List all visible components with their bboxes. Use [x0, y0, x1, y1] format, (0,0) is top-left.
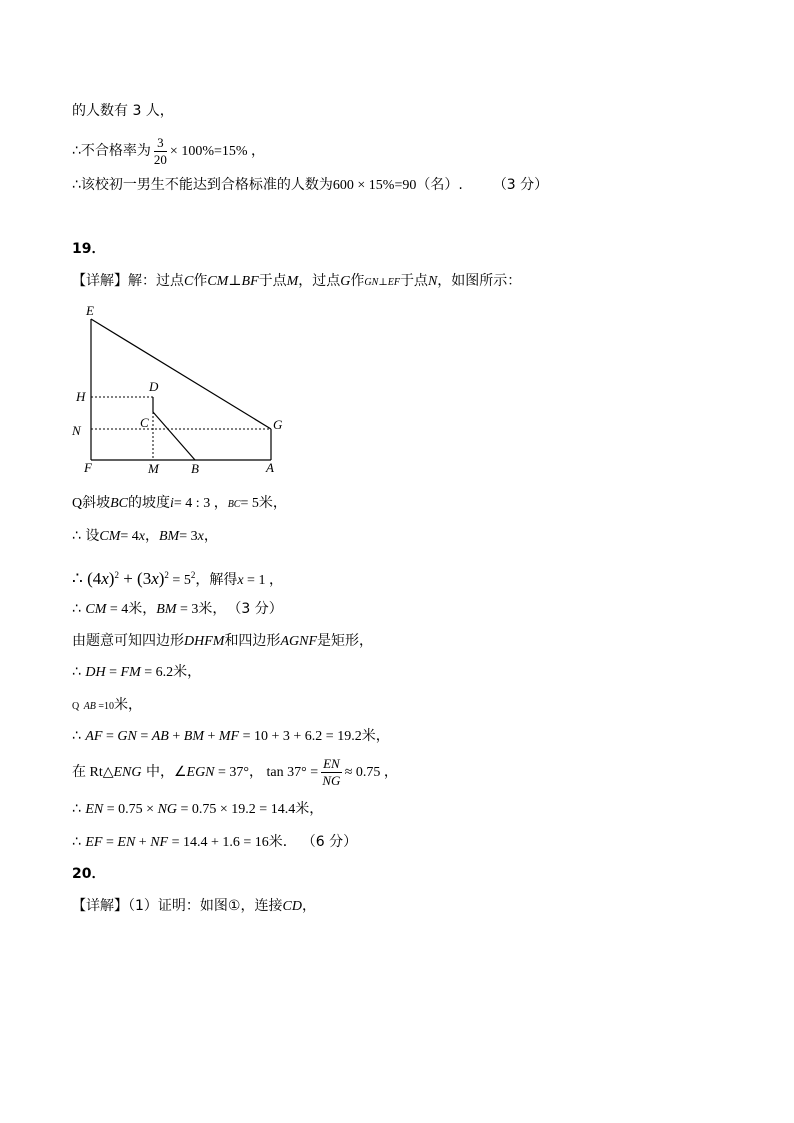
math: = 5	[240, 496, 259, 511]
text: （1）证明：如图	[128, 898, 228, 914]
text: 米，	[295, 801, 324, 817]
math: = 4 : 3 ，	[173, 496, 228, 511]
math: )	[108, 569, 115, 588]
math: NF	[150, 835, 169, 850]
math: = 0.75 × 19.2 = 14.4	[177, 802, 296, 817]
text-line	[72, 631, 373, 652]
math: BM	[183, 729, 204, 744]
text: ，	[203, 528, 218, 544]
numerator: EN	[323, 755, 340, 771]
math: EN	[117, 835, 136, 850]
label-B: B	[191, 461, 199, 476]
math: M	[286, 274, 299, 289]
math: CD	[282, 899, 302, 914]
math: GN⊥EF	[364, 277, 400, 288]
label-A: A	[266, 460, 274, 475]
math: = 10 + 3 + 6.2 = 19.2	[239, 729, 362, 744]
text: 20．	[72, 866, 106, 882]
text: ，	[144, 528, 159, 544]
math: = 4	[106, 602, 129, 617]
math: BF	[241, 274, 259, 289]
exponent: 2	[190, 570, 196, 580]
math: =10	[95, 701, 115, 712]
label-N: N	[72, 423, 81, 438]
math: i	[170, 496, 174, 511]
math: )	[158, 569, 165, 588]
fraction	[321, 756, 342, 789]
math: GN	[117, 729, 137, 744]
text-line	[72, 493, 287, 515]
math: = 5	[168, 573, 191, 588]
text: ∴ 设	[72, 528, 100, 544]
math: = 1 ，	[243, 573, 283, 588]
because-symbol: Q	[72, 496, 83, 511]
text: 于点	[258, 273, 287, 289]
math: BC	[227, 499, 241, 510]
text: 斜坡	[82, 495, 111, 511]
text-line	[72, 134, 265, 169]
text: ，解得	[195, 572, 238, 588]
text: 米，	[198, 601, 227, 617]
detail-tag: 【详解】	[72, 898, 128, 914]
math: = 4	[120, 529, 139, 544]
math: = 14.4 + 1.6 = 16	[168, 835, 269, 850]
text: 作	[193, 273, 208, 289]
text: 解：过点	[128, 273, 184, 289]
score-note: （3 分）	[492, 177, 549, 193]
math: x	[197, 529, 204, 544]
text-line	[72, 271, 521, 293]
math: FM	[120, 665, 141, 680]
label-E: E	[86, 303, 94, 318]
therefore-symbol: ∴	[72, 834, 81, 850]
question-number	[72, 239, 105, 259]
text-line	[72, 563, 283, 593]
math: G	[340, 274, 351, 289]
math: = 3	[176, 602, 199, 617]
math: x	[237, 573, 244, 588]
math: AB	[83, 701, 96, 712]
therefore-symbol: ∴	[72, 664, 81, 680]
text: 米，	[173, 664, 202, 680]
math: +	[168, 729, 184, 744]
text: 米，	[114, 697, 143, 713]
text: ，	[301, 898, 316, 914]
math: EN	[85, 802, 104, 817]
math: = 6.2	[140, 665, 174, 680]
text-line	[72, 101, 174, 121]
segment-CB	[153, 412, 195, 460]
math: =	[136, 729, 152, 744]
math: ⊥	[228, 274, 242, 289]
geometry-diagram	[64, 298, 300, 478]
fraction	[154, 135, 167, 168]
text: 的坡度	[128, 495, 171, 511]
text: （名）.	[416, 177, 463, 193]
detail-tag: 【详解】	[72, 273, 128, 289]
text: 的人数有 3 人，	[72, 103, 174, 119]
math: x	[151, 569, 159, 588]
math: =	[102, 835, 118, 850]
text-line	[72, 896, 316, 917]
text: 米，	[128, 601, 157, 617]
math: CM	[207, 274, 229, 289]
math: + (3	[118, 569, 152, 588]
math: ∴ (4	[72, 569, 102, 588]
math: x	[101, 569, 109, 588]
math: BM	[158, 529, 180, 544]
math: x	[138, 529, 145, 544]
text: 是矩形，	[317, 633, 373, 649]
math: C	[184, 274, 194, 289]
therefore-symbol: ∴	[72, 601, 81, 617]
text: 和四边形	[224, 633, 281, 649]
circled-one: ①	[227, 898, 241, 914]
math: EGN	[186, 765, 215, 780]
math: ≈ 0.75 ，	[344, 765, 398, 780]
math: DHFM	[184, 634, 225, 649]
math: +	[135, 835, 151, 850]
label-F: F	[84, 460, 92, 475]
denominator: NG	[322, 772, 341, 788]
math: N	[427, 274, 438, 289]
text-line	[72, 754, 398, 791]
math: BC	[110, 496, 129, 511]
math: +	[203, 729, 219, 744]
math: = 3	[179, 529, 198, 544]
therefore-symbol: ∴	[72, 801, 81, 817]
math: AF	[85, 729, 103, 744]
segment-EG	[91, 319, 271, 429]
text: 米．	[268, 834, 297, 850]
text-line	[72, 726, 390, 747]
text: × 100%=15% ，	[169, 144, 266, 159]
score-note: （3 分）	[234, 601, 283, 617]
math: AGNF	[280, 634, 317, 649]
text-line	[72, 175, 548, 196]
text: ，过点	[298, 273, 341, 289]
text: 中，∠	[141, 764, 187, 780]
numerator: 3	[154, 135, 167, 152]
text: 600 × 15%=90	[332, 178, 417, 193]
text-line	[72, 662, 201, 683]
text-line	[72, 526, 218, 547]
label-G: G	[273, 417, 283, 432]
text: ∴该校初一男生不能达到合格标准的人数为	[72, 177, 333, 193]
score-note: （6 分）	[308, 834, 358, 850]
text-line	[72, 599, 283, 620]
math: CM	[85, 602, 107, 617]
math: CM	[99, 529, 121, 544]
therefore-symbol: ∴	[72, 728, 81, 744]
denominator: 20	[153, 151, 167, 167]
text-line	[72, 695, 142, 717]
text: 米，	[258, 495, 287, 511]
math: = 0.75 ×	[103, 802, 158, 817]
text: 于点	[399, 273, 428, 289]
text-line	[72, 799, 323, 820]
text: 由题意可知四边形	[72, 633, 184, 649]
text: ∴不合格率为	[72, 143, 151, 159]
text: ，连接	[240, 898, 283, 914]
math: NG	[157, 802, 178, 817]
label-H: H	[76, 389, 86, 404]
math: ENG	[113, 765, 142, 780]
label-D: D	[149, 379, 159, 394]
text: 作	[350, 273, 365, 289]
math: BM	[156, 602, 177, 617]
because-symbol: Q	[72, 701, 80, 712]
label-M: M	[148, 461, 159, 476]
math: = 37°， tan 37° =	[214, 765, 319, 780]
math: DH	[85, 665, 106, 680]
exponent: 2	[114, 570, 119, 580]
math: =	[102, 729, 118, 744]
exponent: 2	[164, 570, 169, 580]
question-number	[72, 864, 105, 884]
math: AB	[151, 729, 169, 744]
text: ，如图所示：	[437, 273, 522, 289]
text-line	[72, 832, 357, 853]
text: 米，	[361, 728, 390, 744]
math: =	[105, 665, 121, 680]
text: 19．	[72, 241, 106, 257]
math: EF	[85, 835, 103, 850]
math: MF	[218, 729, 240, 744]
label-C: C	[140, 415, 149, 430]
math: 在 Rt△	[72, 765, 114, 780]
